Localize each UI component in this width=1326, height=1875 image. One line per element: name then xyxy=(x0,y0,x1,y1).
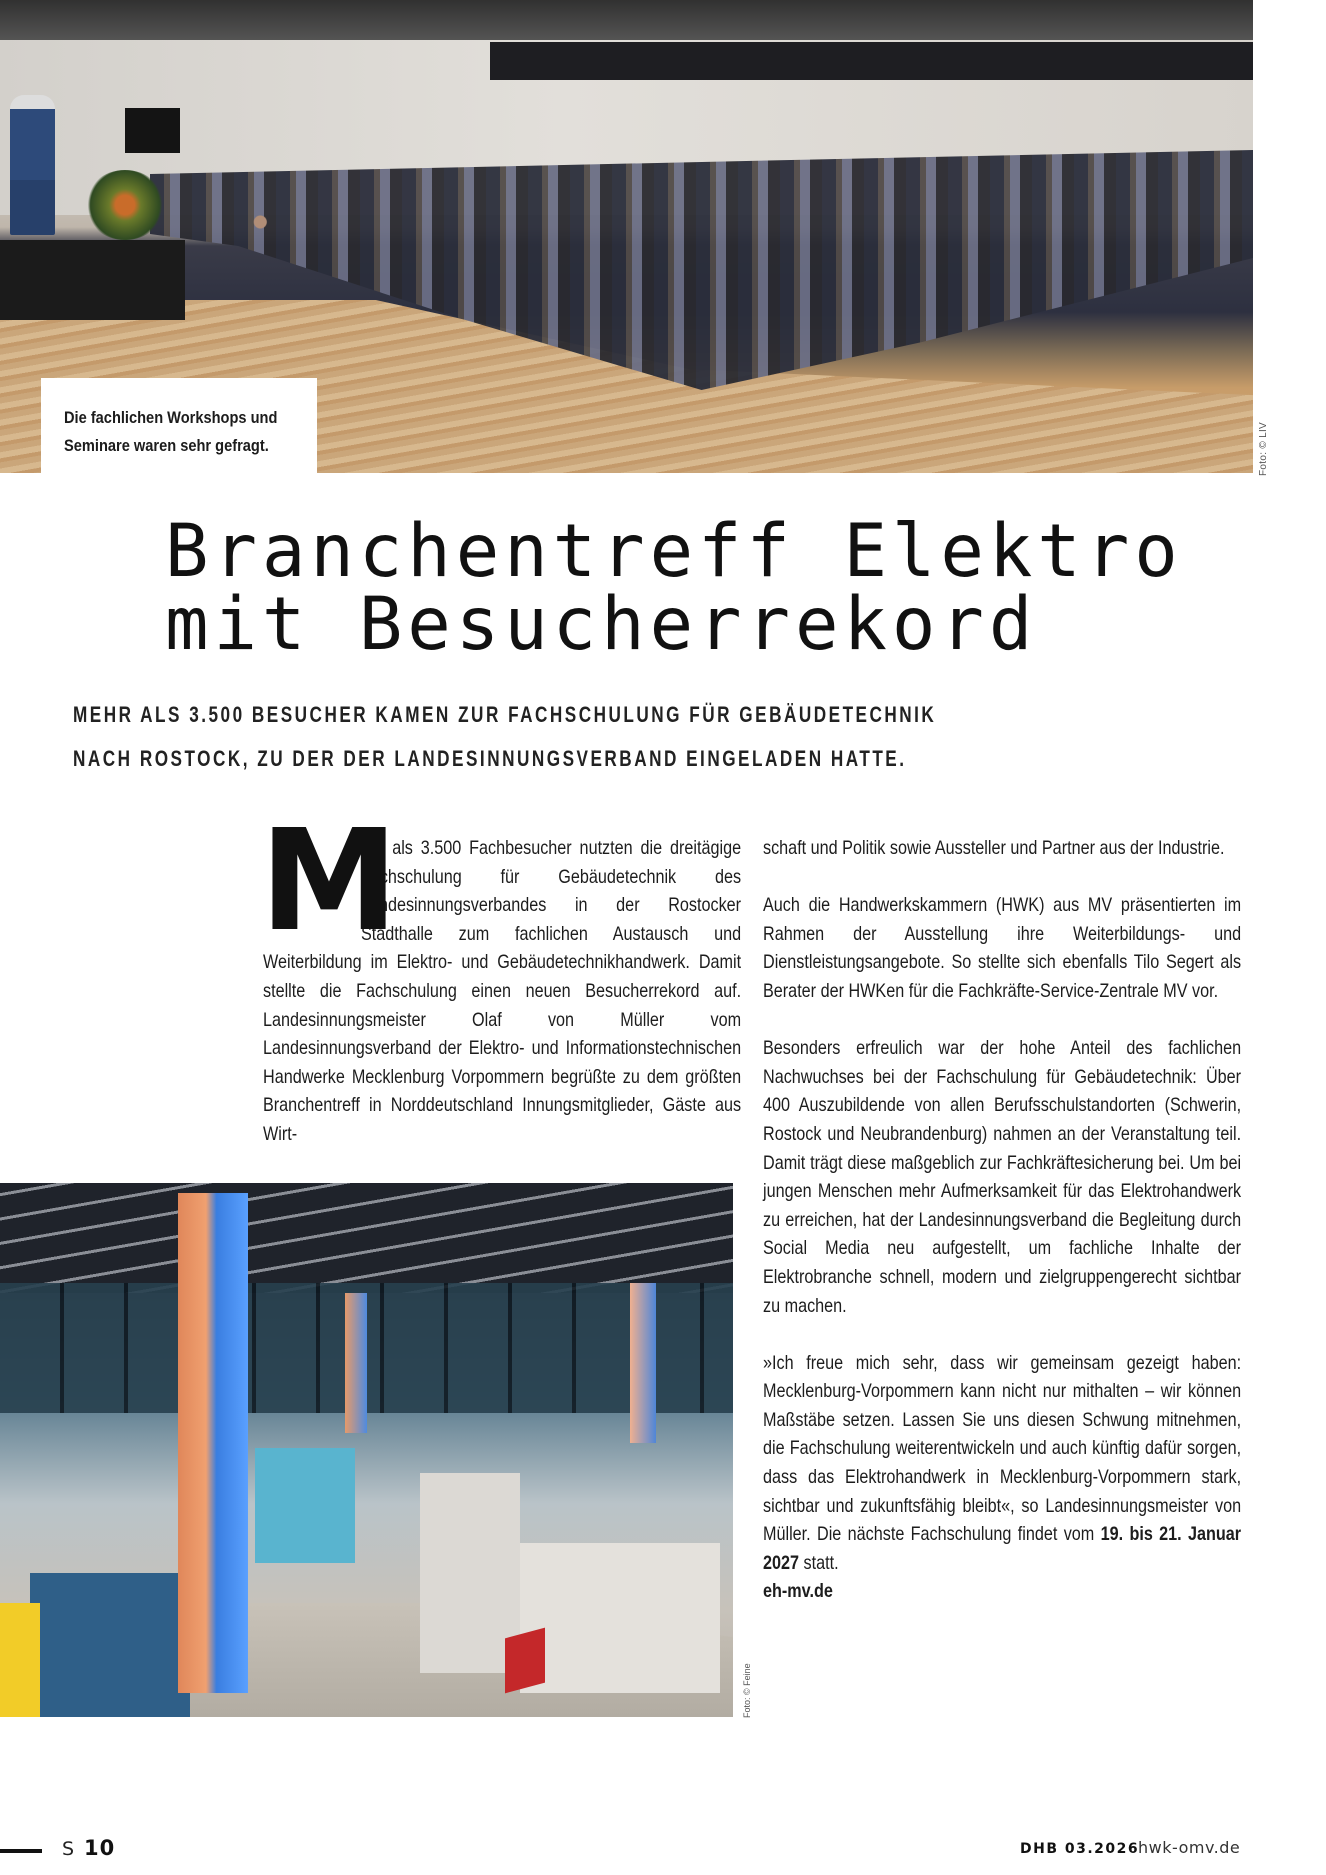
hall-upper-windows xyxy=(490,42,1253,80)
speaker-figure xyxy=(10,95,55,235)
drop-cap: M xyxy=(259,800,399,963)
paragraph-quote xyxy=(763,1349,1241,1578)
exhibition-booth-blue xyxy=(30,1573,190,1717)
quote-text: »Ich freue mich sehr, dass wir gemeinsam gezeigt haben: Mecklenburg-Vorpommern kann nicht nur mithalten – wir können Maßstäbe setzen. Lassen Sie uns diesen Schwung mitnehmen, die Fachschulung weiterentwickeln und auch künftig dafür sorgen, dass das Elektrohandwerk in Mecklenburg-Vorpommern stark, sichtbar und zukunftsfähig bleibt«, so Landesinnungsmeister von Müller. Die nächste Fachschulung findet vom xyxy=(763,1351,1242,1546)
paragraph-nachwuchs: Besonders erfreulich war der hohe Anteil des fachlichen Nachwuchses bei der Fachschulung für Gebäudetechnik: Über 400 Auszubildende von allen Berufsschulstandorten (Schwerin, Rostock und Neubrandenburg) nahmen an der Veranstaltung teil. Damit trägt diese maßgeblich zur Fachkräftesicherung bei. Um bei jungen Menschen mehr Aufmerksamkeit für das Elektrohandwerk zu erreichen, hat der Landesinnungsverband die Begleitung durch Social Media neu aufgestellt, um fachliche Inhalte der Elektrobranche schnell, modern und zielgruppengerecht sichtbar zu machen. xyxy=(763,1037,1242,1317)
headline-line-2: mit Besucherrekord xyxy=(165,582,1038,667)
stage xyxy=(0,240,185,320)
next-event-date: 19. bis 21. Januar 2027 xyxy=(763,1523,1242,1574)
page-prefix: S xyxy=(62,1838,75,1860)
article-column-right xyxy=(763,834,1241,1606)
article-headline xyxy=(165,509,1183,667)
subhead-line-2: NACH ROSTOCK, ZU DER DER LANDESINNUNGSVERBAND EINGELADEN HATTE. xyxy=(73,746,907,771)
paragraph-hwk: Auch die Handwerkskammern (HWK) aus MV präsentierten im Rahmen der Ausstellung ihre Weiterbildungs- und Dienstleistungsangebote. So stellte sich ebenfalls Tilo Segert als Berater der HWKen für die Fachkräfte-Service-Zentrale MV vor. xyxy=(763,894,1242,1002)
flower-arrangement xyxy=(85,170,165,240)
exhibition-booth-red-panel xyxy=(505,1628,545,1694)
page-number: 10 xyxy=(84,1836,116,1860)
footer-website[interactable]: hwk-omv.de xyxy=(1138,1838,1241,1857)
subhead-line-1: MEHR ALS 3.500 BESUCHER KAMEN ZUR FACHSCHULUNG FÜR GEBÄUDETECHNIK xyxy=(73,702,937,727)
article-column-left xyxy=(259,800,742,1149)
exhibition-banner-yellow xyxy=(0,1603,40,1717)
photo-caption-box xyxy=(41,378,317,473)
hall-ceiling xyxy=(0,1183,733,1293)
caption-line-1: Die fachlichen Workshops und xyxy=(64,408,278,427)
headline-line-1: Branchentreff Elektro xyxy=(165,509,1183,594)
article-url-line xyxy=(763,1577,1241,1606)
photo-exhibition-hall xyxy=(0,1183,733,1717)
stage-monitor xyxy=(125,108,180,153)
article-url-link[interactable]: eh-mv.de xyxy=(763,1580,833,1603)
exhibition-booth-cyan xyxy=(255,1448,355,1563)
hero-photo-audience xyxy=(0,0,1253,473)
quote-end: statt. xyxy=(799,1551,839,1574)
lit-pillar-2 xyxy=(345,1293,367,1433)
photo-caption xyxy=(64,404,313,460)
lit-pillar-3 xyxy=(630,1283,656,1443)
lit-pillar xyxy=(178,1193,248,1693)
exhibition-booth-white xyxy=(520,1543,720,1693)
paragraph-intro: ehr als 3.500 Fachbesucher nutzten die dreitägige Fachschulung für Gebäudetechnik des Landesinnungsverbandes in der Rostocker Stadthalle zum fachlichen Austausch und Weiterbildung im Elektro- und Gebäudetechnikhandwerk. Damit stellte die Fachschulung einen neuen Besucherrekord auf. Landesinnungsmeister Olaf von Müller vom Landesinnungsverband der Elektro- und Informationstechnischen Handwerke Mecklenburg Vorpommern begrüßte zu dem größten Branchentreff in Norddeutschland Innungsmitglieder, Gäste aus Wirt- xyxy=(263,837,742,1145)
paragraph-intro-continued: schaft und Politik sowie Aussteller und Partner aus der Industrie. xyxy=(763,837,1225,859)
photo-credit-bottom: Foto: © Feine xyxy=(742,1663,752,1718)
photo-credit-top: Foto: © LIV xyxy=(1258,421,1269,476)
article-subhead xyxy=(73,693,937,781)
footer-rule xyxy=(0,1849,42,1853)
caption-line-2: Seminare waren sehr gefragt. xyxy=(64,436,269,455)
issue-label: DHB 03.2026 xyxy=(1020,1841,1140,1857)
